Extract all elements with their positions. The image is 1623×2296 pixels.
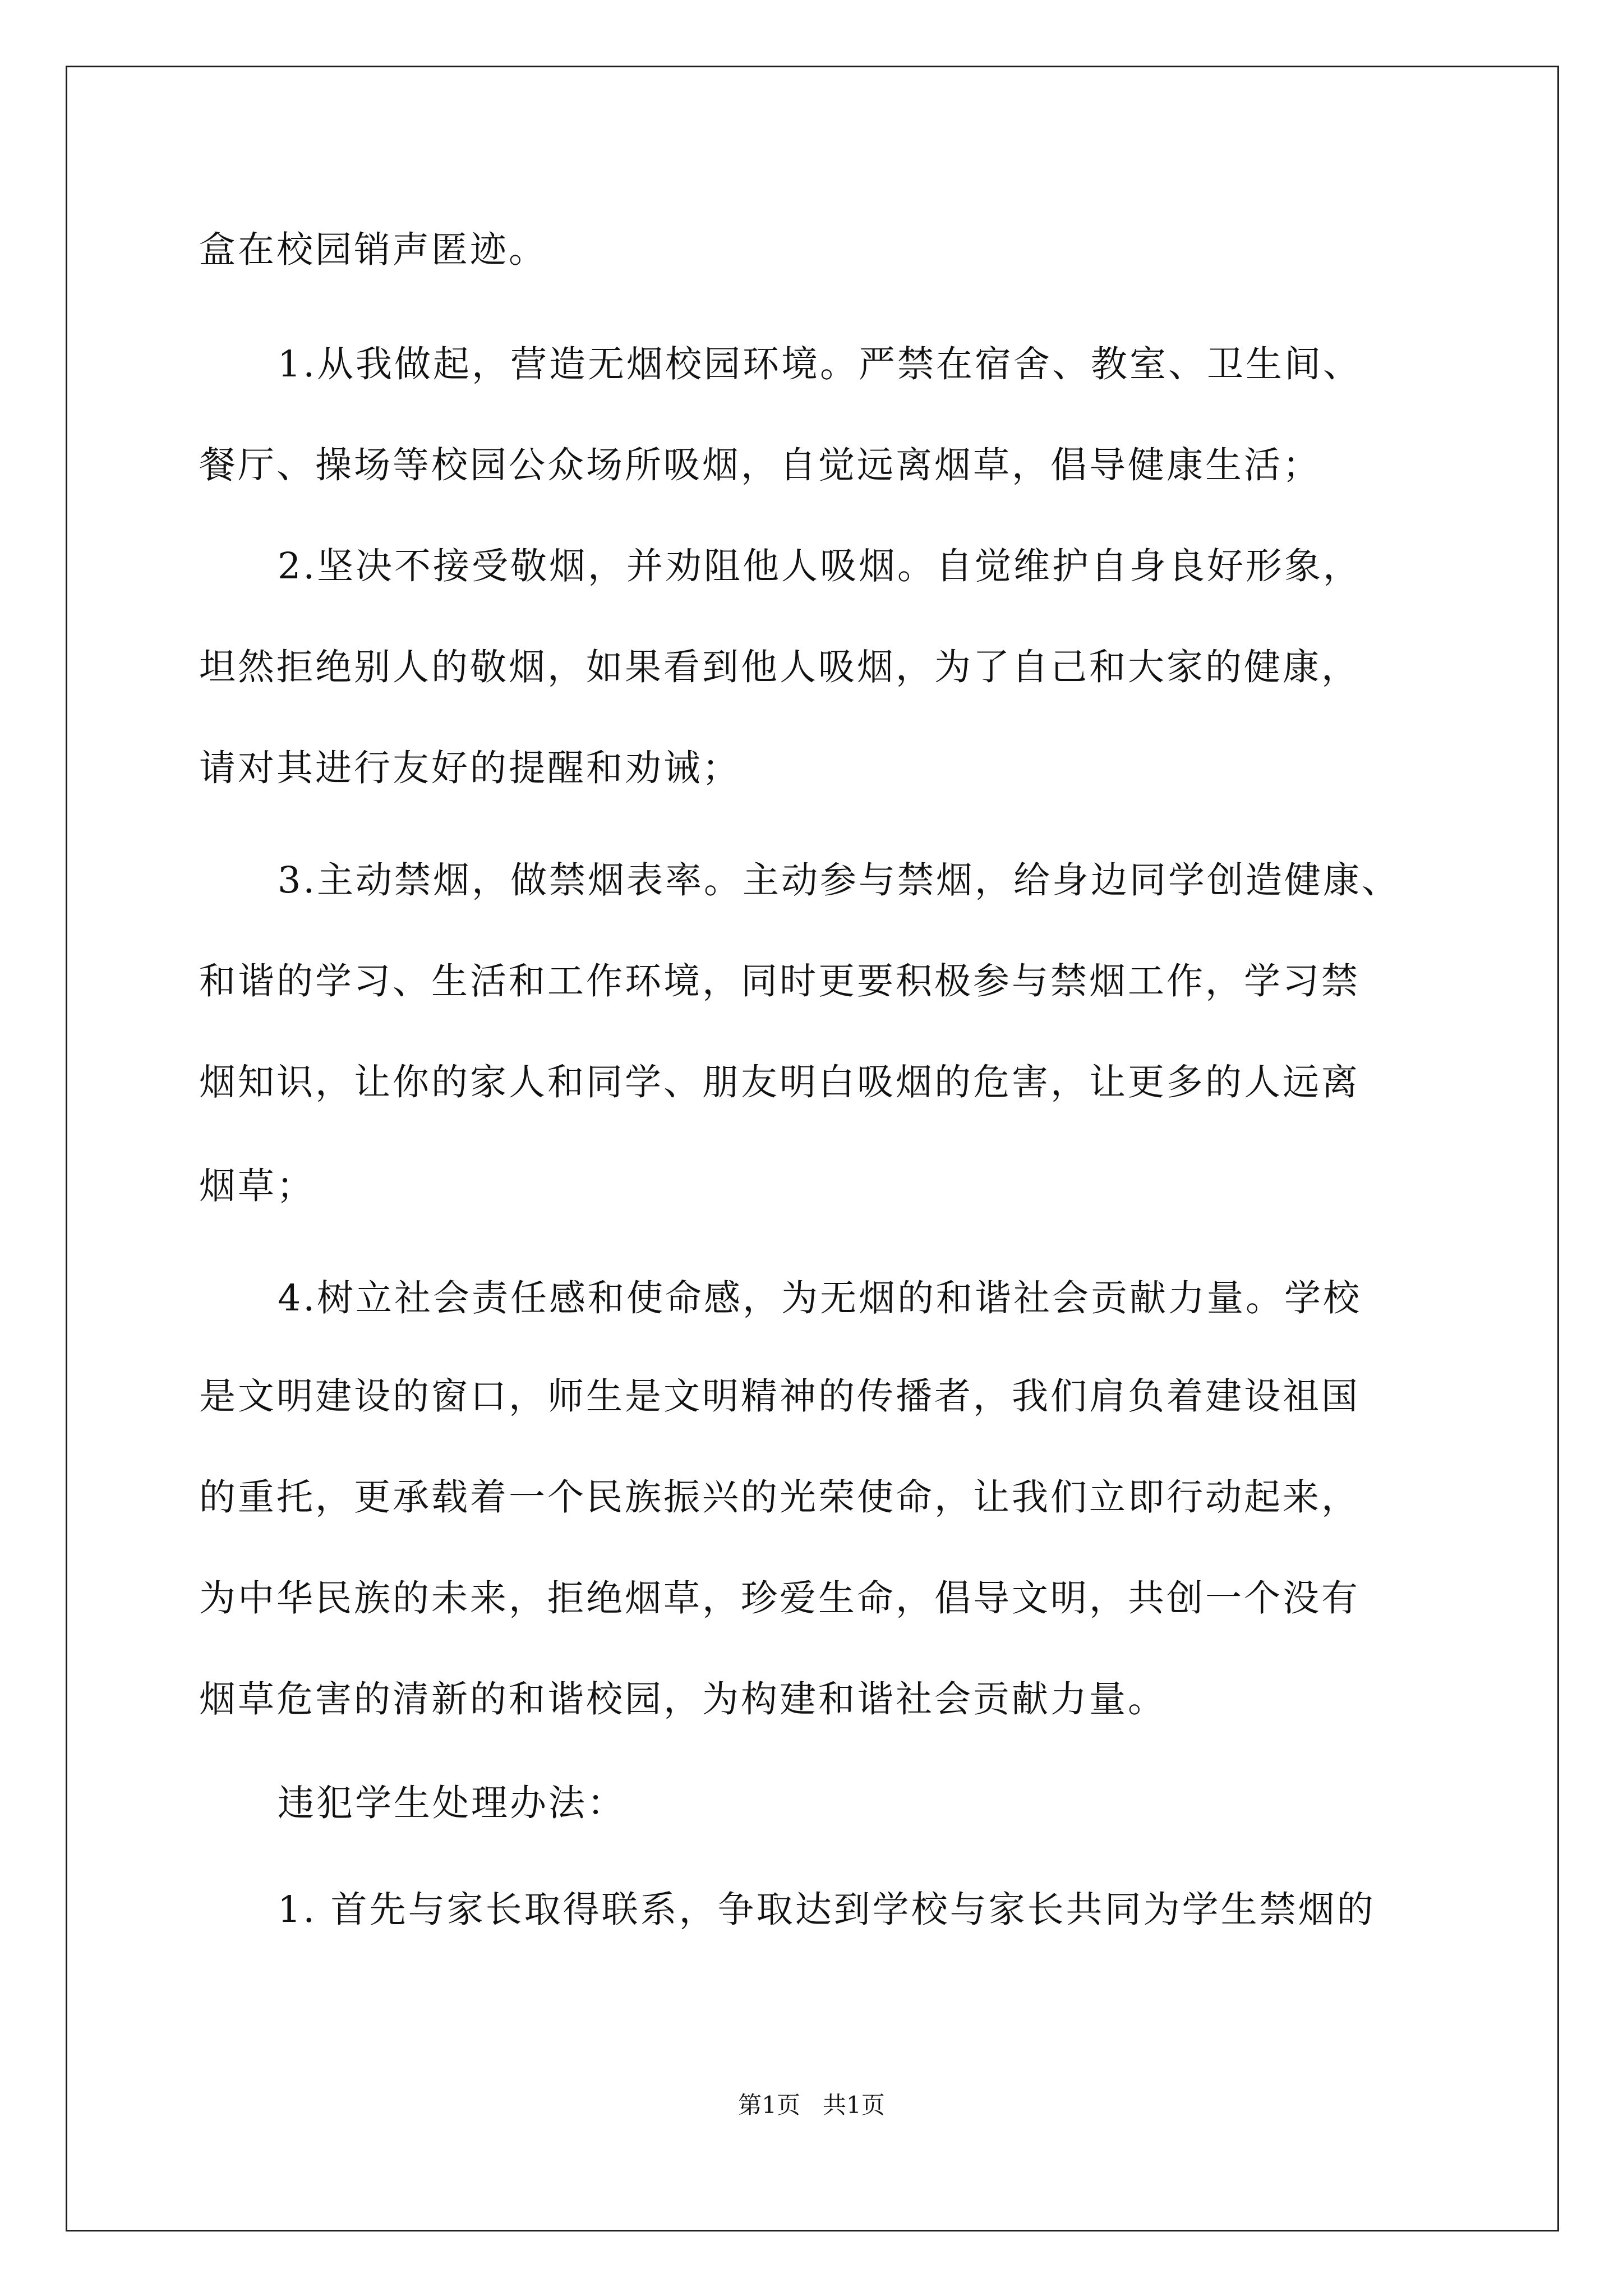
body-line: 的重托，更承载着一个民族振兴的光荣使命，让我们立即行动起来， bbox=[199, 1476, 1361, 1519]
body-line: 和谐的学习、生活和工作环境，同时更要积极参与禁烟工作，学习禁 bbox=[199, 960, 1361, 1002]
list-item-1-line: 1. 首先与家长取得联系，争取达到学校与家长共同为学生禁烟的 bbox=[278, 1889, 1376, 1931]
section-heading: 违犯学生处理办法： bbox=[278, 1782, 626, 1824]
body-line: 坦然拒绝别人的敬烟，如果看到他人吸烟，为了自己和大家的健康， bbox=[199, 646, 1361, 688]
page-number-footer: 第1页 共1页 bbox=[738, 2091, 885, 2119]
body-line: 盒在校园销声匿迹。 bbox=[199, 229, 548, 271]
list-item-4-line: 4.树立社会责任感和使命感，为无烟的和谐社会贡献力量。学校 bbox=[278, 1277, 1362, 1319]
body-line: 请对其进行友好的提醒和劝诫； bbox=[199, 747, 741, 789]
body-line: 烟草危害的清新的和谐校园，为构建和谐社会贡献力量。 bbox=[199, 1678, 1167, 1720]
body-line: 为中华民族的未来，拒绝烟草，珍爱生命，倡导文明，共创一个没有 bbox=[199, 1577, 1361, 1619]
list-item-2-line: 2.坚决不接受敬烟，并劝阻他人吸烟。自觉维护自身良好形象， bbox=[278, 545, 1362, 587]
body-line: 烟知识，让你的家人和同学、朋友明白吸烟的危害，让更多的人远离 bbox=[199, 1061, 1361, 1103]
list-item-1-line: 1.从我做起，营造无烟校园环境。严禁在宿舍、教室、卫生间、 bbox=[278, 343, 1362, 385]
body-line: 是文明建设的窗口，师生是文明精神的传播者，我们肩负着建设祖国 bbox=[199, 1375, 1361, 1418]
body-line: 餐厅、操场等校园公众场所吸烟，自觉远离烟草，倡导健康生活； bbox=[199, 444, 1322, 486]
body-line: 烟草； bbox=[199, 1165, 316, 1207]
list-item-3-line: 3.主动禁烟，做禁烟表率。主动参与禁烟，给身边同学创造健康、 bbox=[278, 859, 1401, 901]
